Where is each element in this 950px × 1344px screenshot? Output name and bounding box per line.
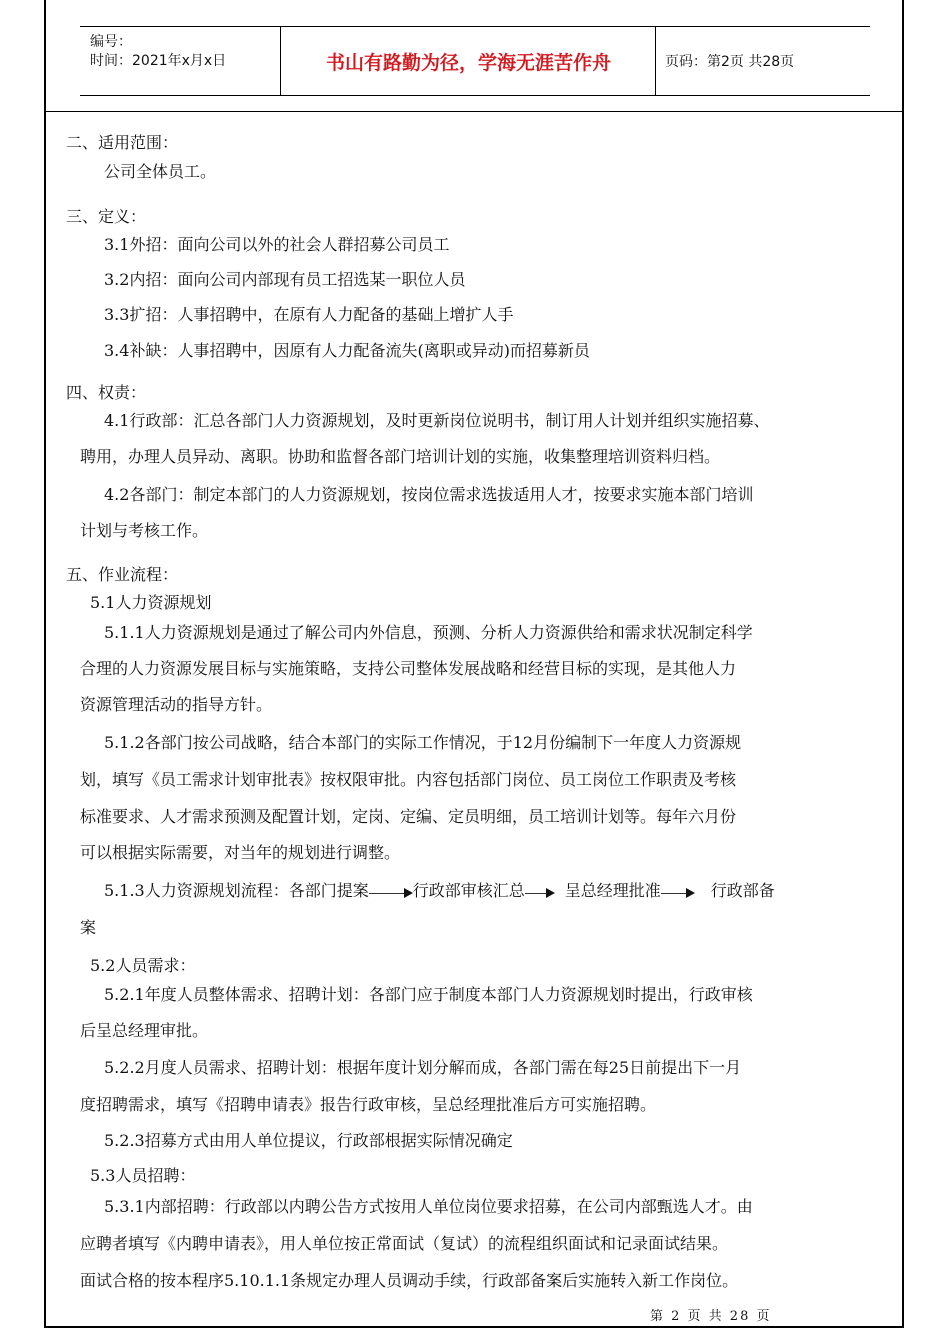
- section-5-1-1-line-1: 5.1.1人力资源规划是通过了解公司内外信息，预测、分析人力资源供给和需求状况制定科学: [104, 623, 753, 642]
- arrow-right-icon: [525, 885, 555, 899]
- section-3-2: 3.2内招：面向公司内部现有员工招选某一职位人员: [104, 270, 466, 289]
- arrow-right-icon: [369, 885, 413, 899]
- section-5-3-1-line-1: 5.3.1内部招聘：行政部以内聘公告方式按用人单位岗位要求招募，在公司内部甄选人才。由: [104, 1197, 753, 1216]
- flow-step-4: 行政部备: [710, 881, 775, 900]
- flow-step-1: 各部门提案: [288, 881, 369, 900]
- section-4-2-line-1: 4.2各部门：制定本部门的人力资源规划，按岗位需求选拔适用人才，按要求实施本部门培训: [104, 485, 754, 504]
- section-5-title: 五、作业流程：: [66, 565, 179, 584]
- section-5-3-1-line-2: 应聘者填写《内聘申请表》，用人单位按正常面试（复试）的流程组织面试和记录面试结果。: [80, 1234, 729, 1253]
- section-5-3: 5.3人员招聘：: [90, 1166, 196, 1185]
- flow-prefix: 5.1.3人力资源规划流程：: [104, 881, 289, 900]
- section-5-1-2-line-1: 5.1.2各部门按公司战略，结合本部门的实际工作情况，于12月份编制下一年度人力资源规: [104, 733, 742, 752]
- section-4-title: 四、权责：: [66, 383, 147, 402]
- section-5-2: 5.2人员需求：: [90, 956, 196, 975]
- section-5-1-1-line-3: 资源管理活动的指导方针。: [80, 695, 273, 714]
- header-divider-right: [655, 27, 656, 95]
- section-5-1-2-line-2: 划，填写《员工需求计划审批表》按权限审批。内容包括部门岗位、员工岗位工作职责及考核: [80, 770, 737, 789]
- section-5-2-3: 5.2.3招募方式由用人单位提议，行政部根据实际情况确定: [104, 1131, 513, 1150]
- section-2-body: 公司全体员工。: [104, 162, 217, 181]
- section-5-2-2-line-1: 5.2.2月度人员需求、招聘计划：根据年度计划分解而成，各部门需在每25日前提出下一月: [104, 1058, 742, 1077]
- flow-step-3: 呈总经理批准: [564, 881, 661, 900]
- number-label: 编号：: [90, 34, 132, 50]
- section-5-1: 5.1人力资源规划: [90, 593, 212, 612]
- time-label: 时间：2021年x月x日: [90, 53, 227, 69]
- section-3-1: 3.1外招：面向公司以外的社会人群招募公司员工: [104, 235, 450, 254]
- section-3-title: 三、定义：: [66, 207, 147, 226]
- section-5-3-1-line-3: 面试合格的按本程序5.10.1.1条规定办理人员调动手续，行政部备案后实施转入新工作岗位。: [80, 1271, 739, 1290]
- header-page-label: 页码：第2页 共28页: [665, 54, 795, 70]
- document-header: [80, 26, 870, 96]
- section-5-2-2-line-2: 度招聘需求，填写《招聘申请表》报告行政审核，呈总经理批准后方可实施招聘。: [80, 1095, 657, 1114]
- section-5-1-2-line-4: 可以根据实际需要，对当年的规划进行调整。: [80, 843, 401, 862]
- section-5-1-2-line-3: 标准要求、人才需求预测及配置计划，定岗、定编、定员明细，员工培训计划等。每年六月份: [80, 807, 737, 826]
- page-footer: 第 2 页 共 28 页: [650, 1309, 772, 1324]
- section-3-4: 3.4补缺：人事招聘中，因原有人力配备流失(离职或异动)而招募新员: [104, 341, 590, 360]
- arrow-right-icon: [661, 885, 695, 899]
- section-4-1-line-2: 聘用，办理人员异动、离职。协助和监督各部门培训计划的实施，收集整理培训资料归档。: [80, 447, 721, 466]
- section-5-2-1-line-2: 后呈总经理审批。: [80, 1021, 209, 1040]
- section-5-1-1-line-2: 合理的人力资源发展目标与实施策略，支持公司整体发展战略和经营目标的实现，是其他人力: [80, 659, 737, 678]
- section-4-1-line-1: 4.1行政部：汇总各部门人力资源规划，及时更新岗位说明书，制订用人计划并组织实施招募、: [104, 411, 770, 430]
- header-divider-left: [280, 27, 281, 95]
- header-rule: [44, 111, 904, 112]
- section-5-2-1-line-1: 5.2.1年度人员整体需求、招聘计划：各部门应于制度本部门人力资源规划时提出，行政审核: [104, 985, 753, 1004]
- section-5-1-3-line-2: 案: [80, 918, 97, 937]
- section-2-title: 二、适用范围：: [66, 133, 179, 152]
- section-3-3: 3.3扩招：人事招聘中，在原有人力配备的基础上增扩人手: [104, 305, 514, 324]
- header-motto: 书山有路勤为径，学海无涯苦作舟: [325, 51, 611, 74]
- section-5-1-3-flow: [104, 878, 775, 901]
- flow-step-2: 行政部审核汇总: [412, 881, 525, 900]
- header-meta: [90, 33, 226, 71]
- section-4-2-line-2: 计划与考核工作。: [80, 521, 209, 540]
